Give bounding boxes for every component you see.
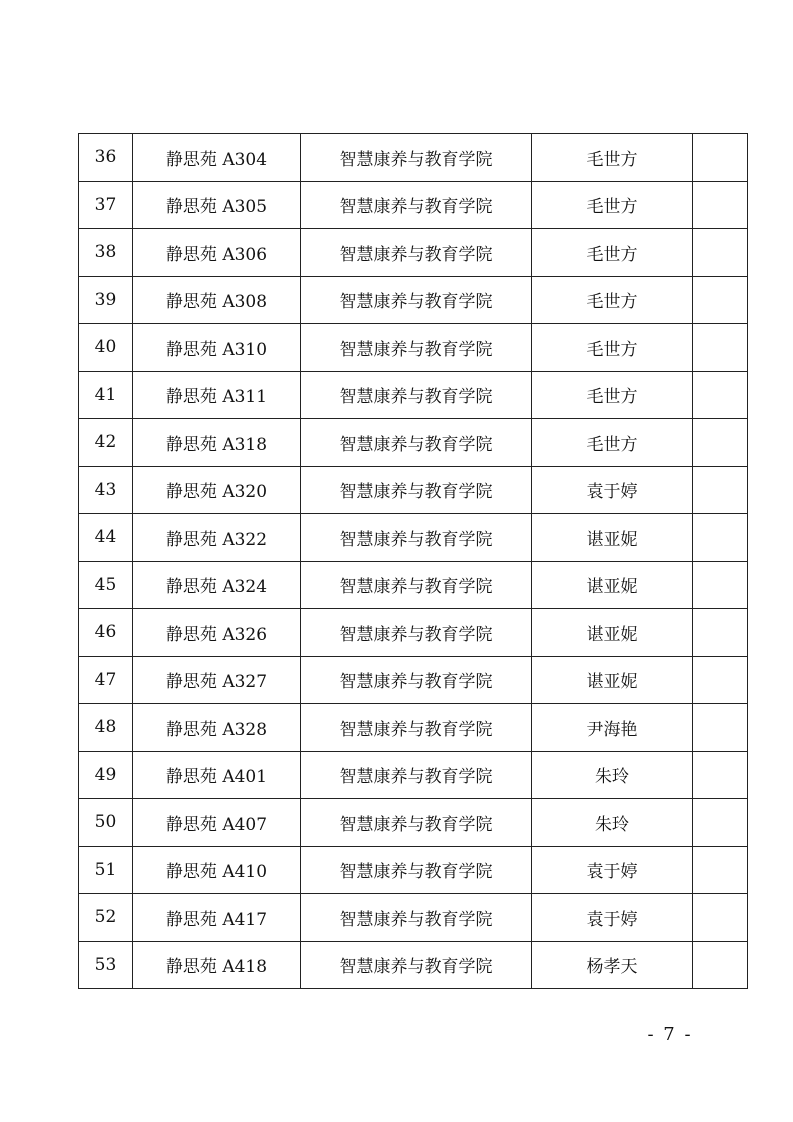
room-cell: 静思苑 A327 xyxy=(133,656,301,704)
person-in-charge-cell: 毛世方 xyxy=(532,181,693,229)
table-row xyxy=(79,229,748,277)
table-row xyxy=(79,704,748,752)
person-in-charge-cell: 袁于婷 xyxy=(532,846,693,894)
room-cell: 静思苑 A308 xyxy=(133,276,301,324)
person-in-charge-cell: 尹海艳 xyxy=(532,704,693,752)
college-cell: 智慧康养与教育学院 xyxy=(301,466,532,514)
college-cell: 智慧康养与教育学院 xyxy=(301,229,532,277)
room-cell: 静思苑 A401 xyxy=(133,751,301,799)
note-cell xyxy=(693,799,748,847)
row-number-cell: 47 xyxy=(79,656,133,704)
room-cell: 静思苑 A326 xyxy=(133,609,301,657)
room-cell: 静思苑 A418 xyxy=(133,941,301,989)
person-in-charge-cell: 谌亚妮 xyxy=(532,561,693,609)
row-number-cell: 48 xyxy=(79,704,133,752)
row-number-cell: 36 xyxy=(79,134,133,182)
row-number-cell: 50 xyxy=(79,799,133,847)
table-row xyxy=(79,656,748,704)
college-cell: 智慧康养与教育学院 xyxy=(301,514,532,562)
college-cell: 智慧康养与教育学院 xyxy=(301,419,532,467)
table-row xyxy=(79,894,748,942)
note-cell xyxy=(693,656,748,704)
note-cell xyxy=(693,561,748,609)
person-in-charge-cell: 谌亚妮 xyxy=(532,609,693,657)
note-cell xyxy=(693,609,748,657)
person-in-charge-cell: 朱玲 xyxy=(532,799,693,847)
room-cell: 静思苑 A328 xyxy=(133,704,301,752)
room-cell: 静思苑 A407 xyxy=(133,799,301,847)
table-row xyxy=(79,846,748,894)
row-number-cell: 46 xyxy=(79,609,133,657)
college-cell: 智慧康养与教育学院 xyxy=(301,371,532,419)
person-in-charge-cell: 毛世方 xyxy=(532,229,693,277)
row-number-cell: 43 xyxy=(79,466,133,514)
table-row xyxy=(79,419,748,467)
person-in-charge-cell: 毛世方 xyxy=(532,371,693,419)
note-cell xyxy=(693,941,748,989)
college-cell: 智慧康养与教育学院 xyxy=(301,846,532,894)
table-row xyxy=(79,941,748,989)
page-number: - 7 - xyxy=(647,1024,693,1045)
college-cell: 智慧康养与教育学院 xyxy=(301,181,532,229)
table-row xyxy=(79,799,748,847)
college-cell: 智慧康养与教育学院 xyxy=(301,561,532,609)
college-cell: 智慧康养与教育学院 xyxy=(301,609,532,657)
room-cell: 静思苑 A310 xyxy=(133,324,301,372)
college-cell: 智慧康养与教育学院 xyxy=(301,276,532,324)
room-cell: 静思苑 A320 xyxy=(133,466,301,514)
table-row xyxy=(79,324,748,372)
room-cell: 静思苑 A324 xyxy=(133,561,301,609)
row-number-cell: 37 xyxy=(79,181,133,229)
note-cell xyxy=(693,134,748,182)
row-number-cell: 45 xyxy=(79,561,133,609)
table-row xyxy=(79,751,748,799)
person-in-charge-cell: 袁于婷 xyxy=(532,894,693,942)
note-cell xyxy=(693,419,748,467)
row-number-cell: 41 xyxy=(79,371,133,419)
row-number-cell: 40 xyxy=(79,324,133,372)
person-in-charge-cell: 毛世方 xyxy=(532,134,693,182)
row-number-cell: 51 xyxy=(79,846,133,894)
person-in-charge-cell: 杨孝天 xyxy=(532,941,693,989)
college-cell: 智慧康养与教育学院 xyxy=(301,704,532,752)
note-cell xyxy=(693,324,748,372)
college-cell: 智慧康养与教育学院 xyxy=(301,656,532,704)
table-row xyxy=(79,134,748,182)
row-number-cell: 53 xyxy=(79,941,133,989)
table-row xyxy=(79,514,748,562)
note-cell xyxy=(693,276,748,324)
room-cell: 静思苑 A305 xyxy=(133,181,301,229)
roster-table-body xyxy=(79,134,748,989)
row-number-cell: 44 xyxy=(79,514,133,562)
row-number-cell: 42 xyxy=(79,419,133,467)
person-in-charge-cell: 毛世方 xyxy=(532,324,693,372)
room-cell: 静思苑 A410 xyxy=(133,846,301,894)
dorm-roster-table xyxy=(78,133,748,989)
note-cell xyxy=(693,751,748,799)
room-cell: 静思苑 A417 xyxy=(133,894,301,942)
note-cell xyxy=(693,466,748,514)
table-row xyxy=(79,609,748,657)
note-cell xyxy=(693,371,748,419)
note-cell xyxy=(693,846,748,894)
room-cell: 静思苑 A306 xyxy=(133,229,301,277)
person-in-charge-cell: 毛世方 xyxy=(532,276,693,324)
college-cell: 智慧康养与教育学院 xyxy=(301,941,532,989)
room-cell: 静思苑 A318 xyxy=(133,419,301,467)
person-in-charge-cell: 谌亚妮 xyxy=(532,514,693,562)
row-number-cell: 52 xyxy=(79,894,133,942)
table-row xyxy=(79,561,748,609)
row-number-cell: 38 xyxy=(79,229,133,277)
college-cell: 智慧康养与教育学院 xyxy=(301,799,532,847)
table-row xyxy=(79,276,748,324)
college-cell: 智慧康养与教育学院 xyxy=(301,324,532,372)
person-in-charge-cell: 毛世方 xyxy=(532,419,693,467)
table-row xyxy=(79,181,748,229)
note-cell xyxy=(693,514,748,562)
college-cell: 智慧康养与教育学院 xyxy=(301,751,532,799)
table-row xyxy=(79,466,748,514)
row-number-cell: 49 xyxy=(79,751,133,799)
room-cell: 静思苑 A304 xyxy=(133,134,301,182)
room-cell: 静思苑 A311 xyxy=(133,371,301,419)
room-cell: 静思苑 A322 xyxy=(133,514,301,562)
note-cell xyxy=(693,229,748,277)
college-cell: 智慧康养与教育学院 xyxy=(301,134,532,182)
row-number-cell: 39 xyxy=(79,276,133,324)
note-cell xyxy=(693,704,748,752)
person-in-charge-cell: 朱玲 xyxy=(532,751,693,799)
person-in-charge-cell: 袁于婷 xyxy=(532,466,693,514)
note-cell xyxy=(693,894,748,942)
person-in-charge-cell: 谌亚妮 xyxy=(532,656,693,704)
college-cell: 智慧康养与教育学院 xyxy=(301,894,532,942)
note-cell xyxy=(693,181,748,229)
table-row xyxy=(79,371,748,419)
